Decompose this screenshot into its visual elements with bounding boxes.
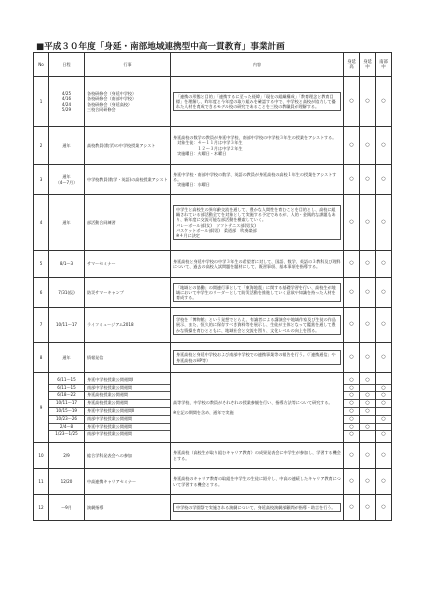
attendance-mark: ○ [360,308,376,343]
row-event: サマーセミナー [85,251,171,278]
table-row [34,278,392,308]
row-number: 9 [34,373,49,443]
row-date: 7/31(仮) [49,278,85,308]
row-date: 通年 [49,343,85,373]
sub-event: 身延高校授業公開週間 [85,392,170,400]
attendance-mark [376,408,391,416]
row-event: 高校教員(数学)の中学校授業アシスト [85,127,171,165]
header-content: 内容 [171,53,344,77]
sub-date-cell [49,373,85,443]
attendance-mark: ○ [344,127,360,165]
table-row [34,495,392,521]
sub-event: 南部中学校授業公開週間 [85,385,170,393]
attendance-mark: ○ [376,278,392,308]
sub-event: 南部中学校授業公開週間 [85,416,170,424]
plan-table [33,52,392,521]
attendance-mark: ○ [344,392,359,400]
table-row [34,469,392,495]
attendance-mark [360,416,375,424]
row-content: 身延高校（高校生が取り組むキャリア教育）の成果発表会に中学生が参加し、学習する機会とする。 [173,450,341,461]
attendance-mark: ○ [376,308,392,343]
attendance-mark: ○ [376,443,392,469]
row-event: 演劇指導 [85,495,171,521]
row-content-cell [171,495,344,521]
attendance-mark: ○ [360,77,376,127]
table-row [34,77,392,127]
row-event: 部活動合同練習 [85,195,171,251]
header-no: No [34,53,49,77]
attendance-mark: ○ [344,278,360,308]
attendance-mark: ○ [376,343,392,373]
header-school-nanbu-junior: 南部中 [376,53,392,77]
row-content: 学校を「博物館」という発想でとらえ、有識者による講演会や地域作家及び生徒の作品展示、また、恒久的に保存すべき資料等を展示し、生徒が主体となって鑑賞を通して豊かな情操を育むとともに、地域社会と交流を図り、文化レベルの向上を図る。 [173,315,341,334]
row-number: 10 [34,443,49,469]
row-event: 総合学科発表会への参加 [85,443,171,469]
row-content-cell [171,308,344,343]
attendance-mark: ○ [360,408,375,416]
attendance-mark-cell [360,373,376,443]
row-date: 10/11～17 [49,308,85,343]
attendance-mark: ○ [344,77,360,127]
table-row [34,251,392,278]
attendance-mark: ○ [360,251,376,278]
row-event: 各校研修会（身延中学校） 各校研修会（南部中学校） 各校研修会（身延高校） 三校合同研修会 [85,77,171,127]
table-row [34,308,392,343]
header-row [34,53,392,77]
attendance-mark: ○ [344,385,359,393]
attendance-mark: ○ [344,469,360,495]
row-content: 身延高校と身延中学校および南部中学校での連携事業等の報告を行う。（「連携通信」や身延高校のHP等） [173,350,341,364]
row-content-cell [171,343,344,373]
attendance-mark: ○ [344,443,360,469]
attendance-mark: ○ [360,278,376,308]
row-content: 身延中学校・南部中学校の数学、英語の教員が身延高校の高校１年生の授業をアシストする。 実施曜日：水曜日 [173,171,337,188]
row-content: 高等学校、中学校の教員がそれぞれの授業参観を行い、指導方法等について研究する。 ※左記の期間を含め、通年で実施 [171,373,344,443]
row-date: 通年 （4～7月） [49,165,85,195]
attendance-mark: ○ [376,469,392,495]
row-content: 「地域との協働」の関連行事として「東海地震」に関する基礎学習を行い、高校生が地域において中学生のリーダーとして防災活動を推進していく意欲や知識を持った人材を育成する。 [173,283,341,302]
attendance-mark: ○ [360,377,375,385]
attendance-mark: ○ [344,195,360,251]
row-date: 8/1～3 [49,251,85,278]
row-date: 通年 [49,195,85,251]
row-content: 身延高校のキャリア教育の取組を中学生の生徒に紹介し、中高の連続したキャリア教育について学習する機会とする。 [173,476,341,487]
table-row [34,165,392,195]
row-date: 12/20 [49,469,85,495]
attendance-mark: ○ [360,165,376,195]
sub-date: 2/4～8 [49,424,84,432]
attendance-mark: ○ [344,308,360,343]
attendance-mark-cell [344,373,360,443]
attendance-mark: ○ [376,77,392,127]
row-event: 防災サマーキャンプ [85,278,171,308]
row-content-cell [171,443,344,469]
row-content-cell [171,77,344,127]
row-date: 4/25 4/16 4/24 5/29 [49,77,85,127]
header-school-minobu-junior: 身延中 [360,53,376,77]
row-content-cell [171,165,344,195]
row-number: 4 [34,195,49,251]
sub-event: 南部中学校授業公開週間 [87,431,133,437]
row-number: 6 [34,278,49,308]
attendance-mark: ○ [376,195,392,251]
row-number: 12 [34,495,49,521]
attendance-mark: ○ [376,392,391,400]
attendance-mark: ○ [344,343,360,373]
table-row [34,343,392,373]
attendance-mark: ○ [349,431,354,438]
row-number: 7 [34,308,49,343]
attendance-mark: ○ [360,495,376,521]
row-number: 5 [34,251,49,278]
row-content: 中学校の学園祭で実施される演劇について、身延高校演劇部顧問が指導・助言を行う。 [173,503,341,512]
row-number: 1 [34,77,49,127]
attendance-mark: ○ [344,424,359,432]
row-date: 2/9 [49,443,85,469]
row-number: 2 [34,127,49,165]
row-content-cell [171,278,344,308]
attendance-mark: ○ [376,127,392,165]
attendance-mark: ○ [360,443,376,469]
sub-date: 10/15～19 [49,408,84,416]
attendance-mark: ○ [360,127,376,165]
attendance-mark: ○ [344,251,360,278]
attendance-mark: ○ [360,400,375,408]
table-row [34,443,392,469]
row-event: 中高連携キャリアセミナー [85,469,171,495]
sub-event: 身延中学校授業公開週間 [85,424,170,432]
sub-event: 身延中学校授業公開週間Ⅰ [85,377,170,385]
attendance-mark [376,377,391,385]
table-row [34,373,392,443]
attendance-mark: ○ [360,392,375,400]
row-number: 8 [34,343,49,373]
attendance-mark: ○ [360,195,376,251]
attendance-mark: ○ [344,416,359,424]
table-row [34,127,392,165]
row-date: 通年 [49,127,85,165]
table-row [34,195,392,251]
attendance-mark [360,431,375,438]
plan-table-body [34,77,392,521]
attendance-mark: ○ [360,343,376,373]
sub-date: 10/11～17 [49,400,84,408]
row-content: 身延高校と身延中学校の中学３年生の希望者に対して、国語、数学、英語の３教科及び理科について、過去の高校入試問題を題材にして、既習事項、基本事項を指導する。 [173,258,341,269]
sub-date: 6/18～22 [49,392,84,400]
row-date: ～9月 [49,495,85,521]
attendance-mark: ○ [376,495,392,521]
sub-date: 10/23～26 [49,416,84,424]
attendance-mark [360,385,375,393]
sub-date: 6/11～15 [49,377,84,385]
row-content-cell [171,195,344,251]
attendance-mark: ○ [376,165,392,195]
page-title: ■平成３０年度「身延・南部地域連携型中高一貫教育」事業計画 [36,42,285,52]
header-date: 日程 [49,53,85,77]
attendance-mark: ○ [376,400,391,408]
row-event: 情報発信 [85,343,171,373]
row-content: 中学生と高校生の異年齢交流を通して、豊かな人間性を育むことを目的とし、高校に組織されている部活動全てを対象として実施する予定であるが、人的・金銭的な課題もあり、新年度に交流可能な部活動を模索していく。 バレーボール部(女) ソフトテニス部(男女) バスケットボール部(男) 柔道部 吹奏楽部 ※４月に決定 [173,205,341,240]
header-event: 行事 [85,53,171,77]
attendance-mark: ○ [376,385,391,393]
row-content: 身延高校の数学の教員が身延中学校、南部中学校の中学校３年生の授業をアシストする。 対象生徒：４～１１月は中学３年生 １２～３月は中学２年生 実施曜日：火曜日・木曜日 [173,135,337,156]
attendance-mark: ○ [381,431,386,438]
sub-date: 6/11～15 [49,385,84,393]
attendance-mark: ○ [344,400,359,408]
row-event: 中学校教員(数学・英語)の高校授業アシスト [85,165,171,195]
row-number: 11 [34,469,49,495]
attendance-mark: ○ [344,377,359,385]
header-school-minobu-high: 身延高 [344,53,360,77]
attendance-mark-cell [376,373,392,443]
attendance-mark [376,424,391,432]
attendance-mark: ○ [376,251,392,278]
row-content: 「連携の形態と目的」「連携するに至った経緯」「現在の組織構成」「教育理念と教育目標」を理解し、昨年度と今年度の取り組みを確認する中で、中学校と高校が協力して優れた人材を育成できるモデル校の研究であることを三校の教職員が理解する。 [173,92,341,111]
attendance-mark: ○ [344,495,360,521]
row-content-cell [171,251,344,278]
sub-event: 身延中学校授業公開週間Ⅱ [85,408,170,416]
row-number: 3 [34,165,49,195]
row-content-cell [171,469,344,495]
sub-event-cell [85,373,171,443]
row-content-cell [171,127,344,165]
sub-event: 身延高校授業公開週間 [85,400,170,408]
attendance-mark: ○ [376,416,391,424]
attendance-mark: ○ [344,408,359,416]
attendance-mark: ○ [344,165,360,195]
attendance-mark: ○ [360,424,375,432]
row-event: ライフミュージアム2018 [85,308,171,343]
attendance-mark: ○ [360,469,376,495]
sub-date: 1/23～1/25 [55,431,78,437]
